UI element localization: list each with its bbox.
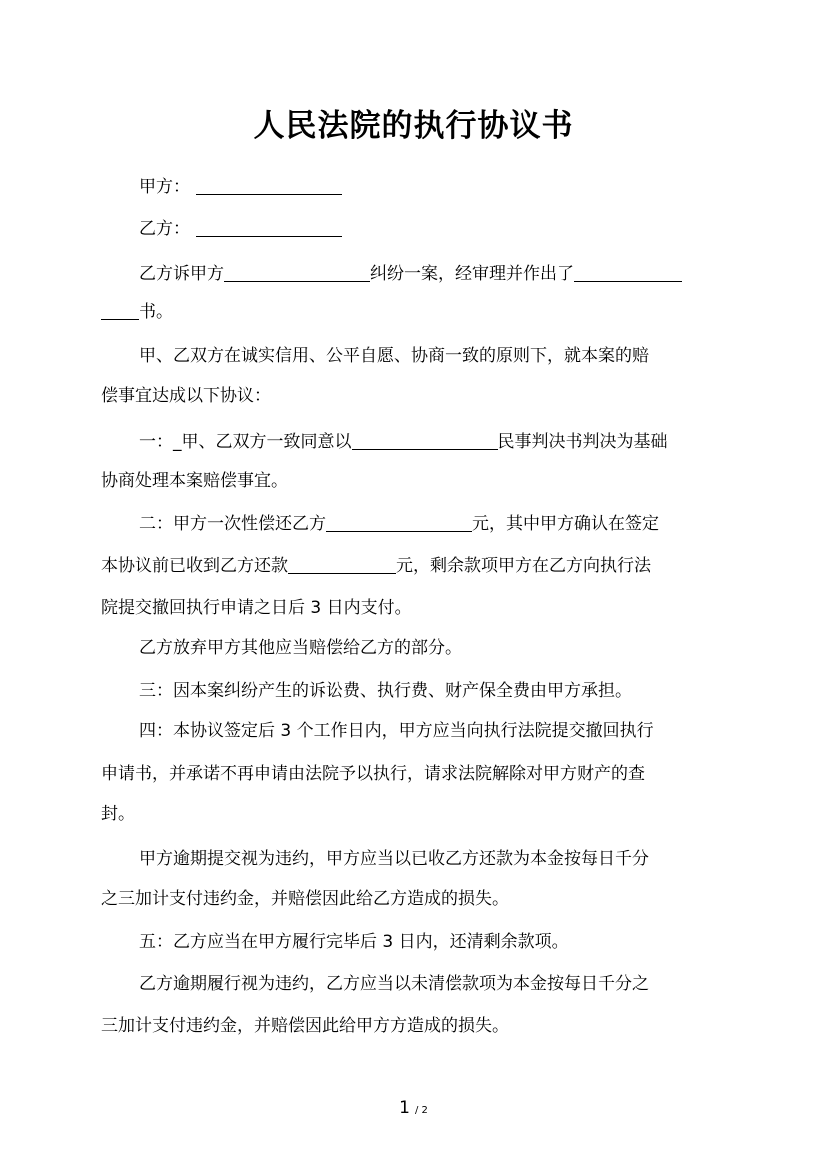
clause-1-text-a: 一：_甲、乙双方一致同意以 (139, 432, 352, 452)
clause-2-text-c: 本协议前已收到乙方还款 (101, 556, 288, 576)
party-a-label: 甲方： (139, 177, 190, 197)
page-current: 1 (399, 1098, 410, 1118)
party-b-blank (196, 218, 342, 237)
paragraph-1-text-a: 乙方诉甲方 (139, 264, 224, 284)
clause-2-line-3: 院提交撤回执行申请之日后 3 日内支付。 (101, 598, 412, 618)
paragraph-b-default-line-1: 乙方逾期履行视为违约，乙方应当以未清偿款项为本金按每日千分之 (139, 974, 649, 994)
paragraph-a-default-line-1: 甲方逾期提交视为违约，甲方应当以已收乙方还款为本金按每日千分 (139, 849, 649, 869)
clause-1-text-b: 民事判决书判决为基础 (497, 432, 668, 452)
paragraph-1-line-1 (139, 262, 682, 286)
clause-4-line-2: 申请书，并承诺不再申请由法院予以执行，请求法院解除对甲方财产的查 (101, 764, 645, 784)
paragraph-1-line-2 (101, 300, 173, 324)
judgment-blank-cont (101, 301, 139, 320)
party-a-blank (196, 176, 342, 195)
judgment-blank (574, 263, 682, 282)
clause-5: 五：乙方应当在甲方履行完毕后 3 日内，还清剩余款项。 (139, 932, 569, 952)
paragraph-waiver: 乙方放弃甲方其他应当赔偿给乙方的部分。 (139, 638, 462, 658)
document-title: 人民法院的执行协议书 (253, 108, 574, 144)
received-blank (288, 555, 396, 574)
clause-1-line-2: 协商处理本案赔偿事宜。 (101, 471, 288, 491)
clause-2-text-b: 元，其中甲方确认在签定 (472, 514, 659, 534)
paragraph-1-text-b: 纠纷一案，经审理并作出了 (370, 264, 574, 284)
party-b-line (139, 217, 342, 241)
clause-4-line-3: 封。 (101, 804, 135, 824)
page-total: / 2 (415, 1105, 428, 1116)
clause-2-text-d: 元，剩余款项甲方在乙方向执行法 (396, 556, 651, 576)
paragraph-1-text-c: 书。 (139, 302, 173, 322)
clause-2-text-a: 二：甲方一次性偿还乙方 (139, 514, 326, 534)
paragraph-2-line-2: 偿事宜达成以下协议： (101, 386, 271, 406)
clause-4-line-1: 四：本协议签定后 3 个工作日内，甲方应当向执行法院提交撤回执行 (139, 721, 654, 741)
clause-2-line-1 (139, 512, 659, 536)
verdict-blank (352, 431, 498, 450)
clause-1-line-1 (139, 430, 668, 454)
paragraph-a-default-line-2: 之三加计支付违约金，并赔偿因此给乙方造成的损失。 (101, 889, 509, 909)
amount-blank (326, 513, 472, 532)
clause-3: 三：因本案纠纷产生的诉讼费、执行费、财产保全费由甲方承担。 (139, 681, 632, 701)
party-b-label: 乙方： (139, 219, 190, 239)
paragraph-2-line-1: 甲、乙双方在诚实信用、公平自愿、协商一致的原则下，就本案的赔 (139, 346, 649, 366)
page-number (0, 1098, 827, 1118)
dispute-blank (224, 263, 370, 282)
party-a-line (139, 175, 342, 199)
paragraph-b-default-line-2: 三加计支付违约金，并赔偿因此给甲方方造成的损失。 (101, 1016, 509, 1036)
clause-2-line-2 (101, 554, 651, 578)
